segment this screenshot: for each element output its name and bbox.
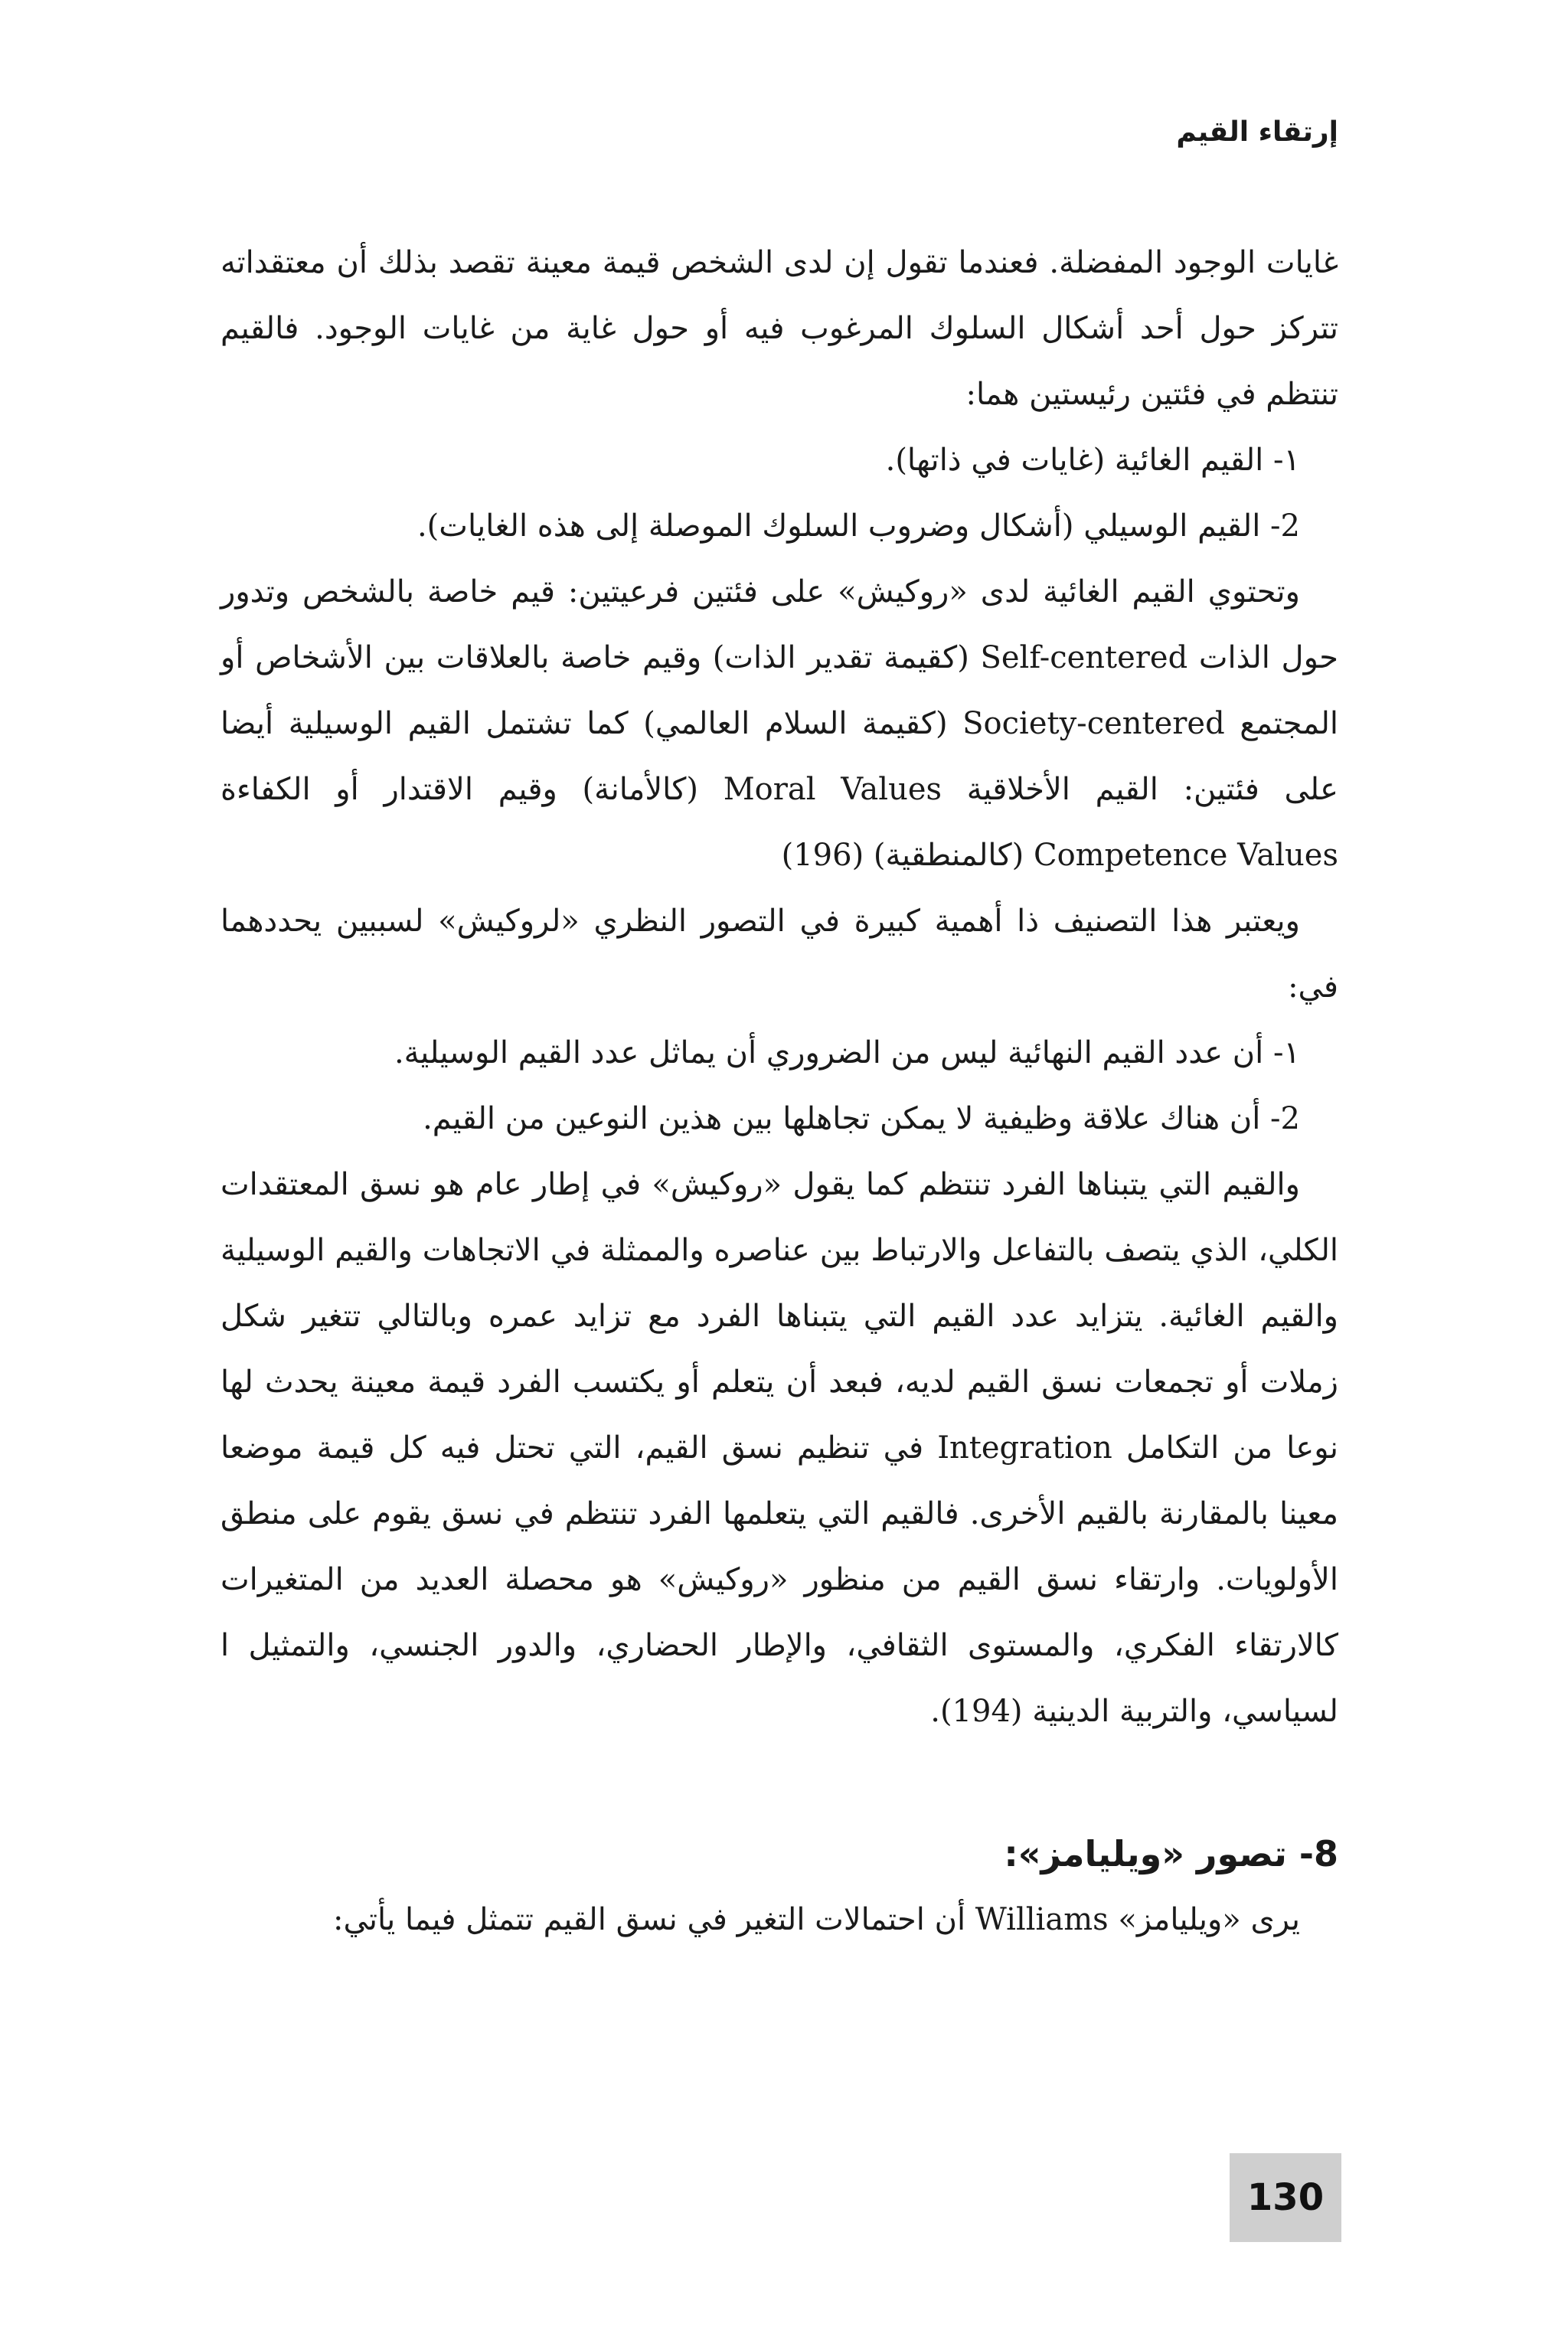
page-body <box>220 230 1338 1953</box>
paragraph-3: ويعتبر هذا التصنيف ذا أهمية كبيرة في التصور النظري «لروكيش» لسببين يحددهما في: <box>220 904 1338 1005</box>
running-head-title: إرتقاء القيم <box>1176 116 1338 148</box>
paragraph-5: يرى «ويليامز» Williams أن احتمالات التغير في نسق القيم تتمثل فيما يأتي: <box>333 1902 1300 1937</box>
list-item: 2- أن هناك علاقة وظيفية لا يمكن تجاهلها بين هذين النوعين من القيم. <box>423 1101 1300 1136</box>
page-number: 130 <box>1230 2153 1341 2242</box>
list-item: 2- القيم الوسيلي (أشكال وضروب السلوك الموصلة إلى هذه الغايات). <box>416 508 1300 544</box>
paragraph-1: غايات الوجود المفضلة. فعندما تقول إن لدى الشخص قيمة معينة تقصد بذلك أن معتقداته تتركز حول أحد أشكال السلوك المرغوب فيه أو حول غاية من غايات الوجود. فالقيم تنتظم في فئتين رئيستين هما: <box>220 245 1338 412</box>
section-heading: 8- تصور «ويليامز»: <box>1004 1833 1338 1874</box>
list-item: ١- القيم الغائية (غايات في ذاتها). <box>885 443 1300 478</box>
list-item: ١- أن عدد القيم النهائية ليس من الضروري أن يماثل عدد القيم الوسيلية. <box>394 1035 1300 1070</box>
paragraph-4: والقيم التي يتبناها الفرد تنتظم كما يقول «روكيش» في إطار عام هو نسق المعتقدات الكلي، الذي يتصف بالتفاعل والارتباط بين عناصره والممثلة في الاتجاهات والقيم الوسيلية والقيم الغائية. يتزايد عدد القيم التي يتبناها الفرد مع تزايد عمره وبالتالي تتغير شكل زملات أو تجمعات نسق القيم لديه، فبعد أن يتعلم أو يكتسب الفرد قيمة معينة يحدث لها نوعا من التكامل Integration في تنظيم نسق القيم، التي تحتل فيه كل قيمة موضعا معينا بالمقارنة بالقيم الأخرى. فالقيم التي يتعلمها الفرد تنتظم في نسق يقوم على منطق الأولويات. وارتقاء نسق القيم من منظور «روكيش» هو محصلة العديد من المتغيرات كالارتقاء الفكري، والمستوى الثقافي، والإطار الحضاري، والدور الجنسي، والتمثيل ا لسياسي، والتربية الدينية (194). <box>220 1167 1339 1729</box>
paragraph-2: وتحتوي القيم الغائية لدى «روكيش» على فئتين فرعيتين: قيم خاصة بالشخص وتدور حول الذات Self-centered (كقيمة تقدير الذات) وقيم خاصة بالعلاقات بين الأشخاص أو المجتمع Society-centered (كقيمة السلام العالمي) كما تشتمل القيم الوسيلية أيضا على فئتين: القيم الأخلاقية Moral Values (كالأمانة) وقيم الاقتدار أو الكفاءة Competence Values (كالمنطقية) (196) <box>220 574 1338 873</box>
